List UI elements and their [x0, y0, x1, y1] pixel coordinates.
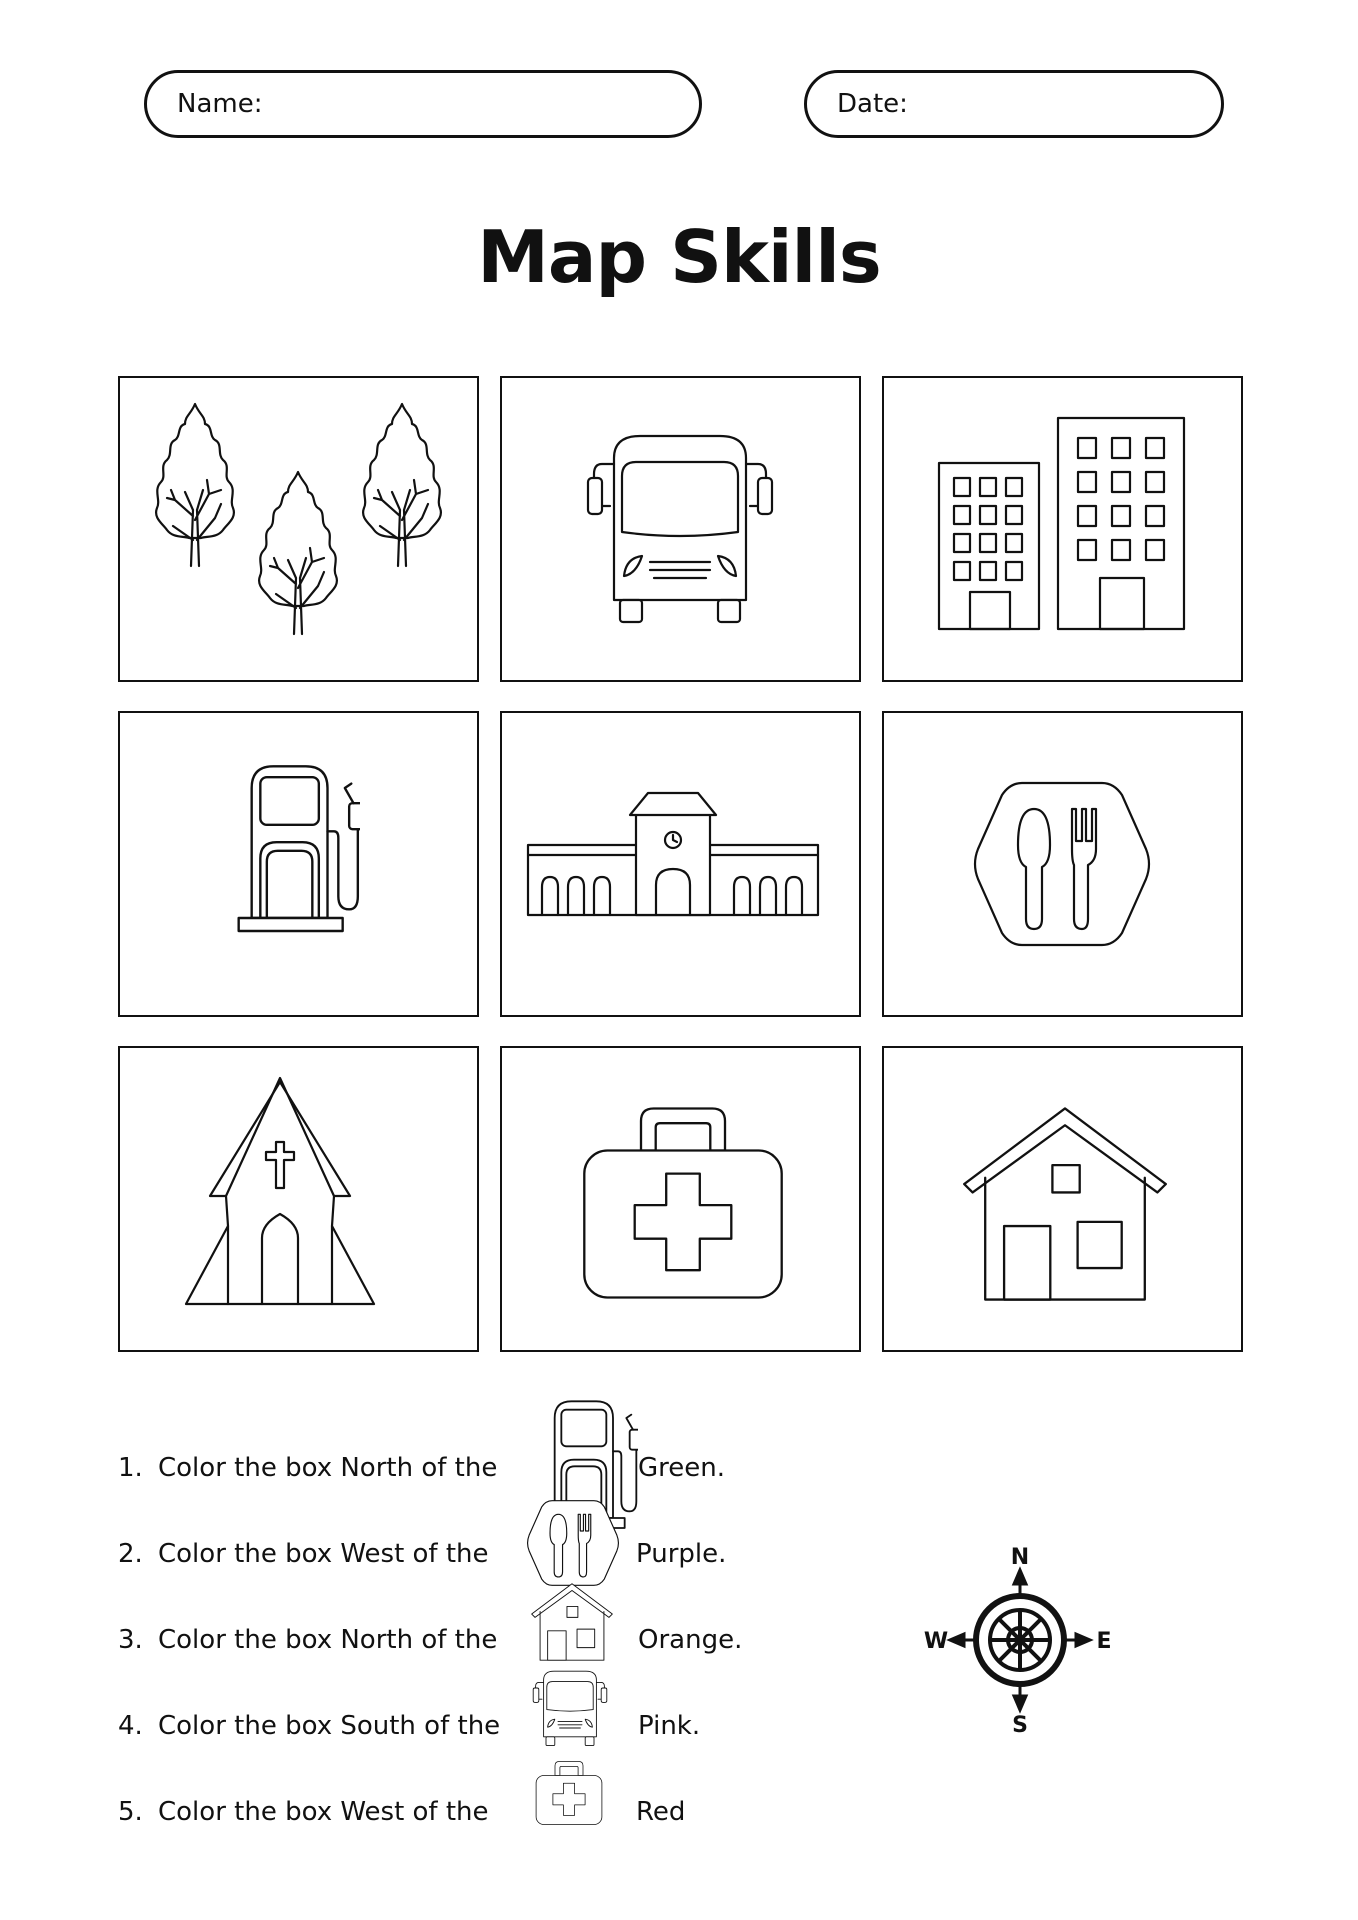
compass-north: N — [1010, 1545, 1030, 1570]
instruction-color: Pink. — [638, 1711, 701, 1741]
instruction-color: Green. — [638, 1453, 726, 1483]
instruction-text: Color the box North of the — [158, 1453, 498, 1483]
grid-box-house[interactable] — [882, 1046, 1243, 1352]
name-label: Name: — [177, 89, 263, 119]
bus-icon — [502, 378, 859, 680]
compass-west: W — [923, 1629, 949, 1654]
instruction-2 — [118, 1534, 727, 1574]
house-icon — [884, 1048, 1241, 1350]
compass-rose-icon — [920, 1540, 1110, 1740]
instruction-number: 3. — [118, 1625, 143, 1655]
date-label: Date: — [837, 89, 908, 119]
instruction-1 — [118, 1448, 726, 1488]
instruction-text: Color the box North of the — [158, 1625, 498, 1655]
instruction-number: 4. — [118, 1711, 143, 1741]
restaurant-icon — [526, 1498, 620, 1588]
instruction-4 — [118, 1706, 701, 1746]
instruction-text: Color the box South of the — [158, 1711, 501, 1741]
page-title: Map Skills — [477, 215, 881, 299]
compass-south: S — [1012, 1713, 1028, 1738]
gas-pump-icon — [120, 713, 477, 1015]
grid-box-buildings[interactable] — [882, 376, 1243, 682]
grid-box-hospital[interactable] — [500, 1046, 861, 1352]
instruction-number: 1. — [118, 1453, 143, 1483]
instruction-color: Red — [636, 1797, 686, 1827]
buildings-icon — [884, 378, 1241, 680]
instruction-number: 2. — [118, 1539, 143, 1569]
grid-box-trees[interactable] — [118, 376, 479, 682]
house-icon — [530, 1582, 614, 1662]
name-field[interactable] — [144, 70, 702, 138]
instruction-color: Orange. — [638, 1625, 743, 1655]
first-aid-kit-icon — [502, 1048, 859, 1350]
instruction-text: Color the box West of the — [158, 1797, 489, 1827]
first-aid-kit-icon — [534, 1758, 604, 1828]
grid-box-bus[interactable] — [500, 376, 861, 682]
bus-icon — [530, 1668, 610, 1748]
compass-east: E — [1096, 1629, 1112, 1654]
instruction-3 — [118, 1620, 743, 1660]
instruction-text: Color the box West of the — [158, 1539, 489, 1569]
instruction-color: Purple. — [636, 1539, 727, 1569]
grid-box-church[interactable] — [118, 1046, 479, 1352]
grid-box-station[interactable] — [500, 711, 861, 1017]
instruction-number: 5. — [118, 1797, 143, 1827]
restaurant-icon — [884, 713, 1241, 1015]
date-field[interactable] — [804, 70, 1224, 138]
instruction-5 — [118, 1792, 686, 1832]
trees-icon — [120, 378, 477, 680]
grid-box-restaurant[interactable] — [882, 711, 1243, 1017]
grid-box-gas-station[interactable] — [118, 711, 479, 1017]
train-station-icon — [502, 713, 859, 1015]
church-icon — [120, 1048, 477, 1350]
